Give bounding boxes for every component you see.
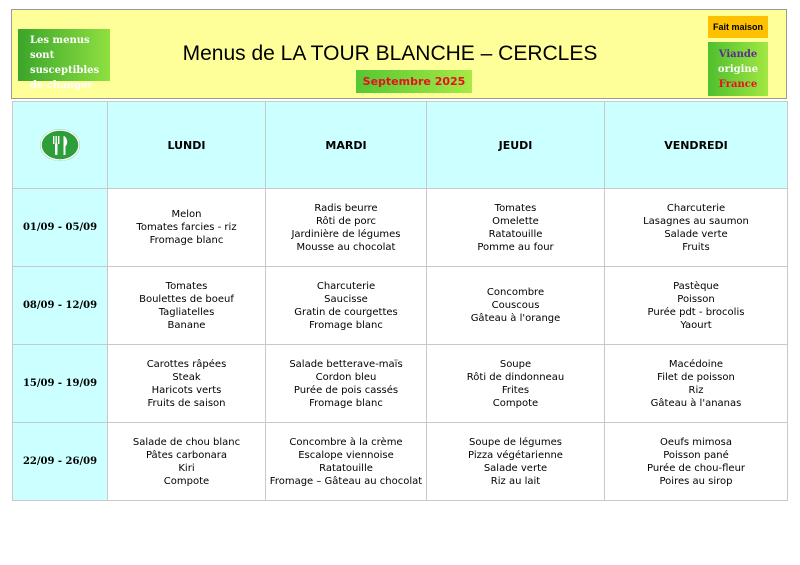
dish: Salade verte [664, 228, 728, 240]
week-label: 01/09 - 05/09 [13, 189, 108, 267]
table-row [13, 189, 788, 267]
dish: Yaourt [680, 319, 712, 331]
dish: Haricots verts [151, 384, 222, 396]
dish: Saucisse [324, 293, 368, 305]
note-line: de changer [30, 80, 93, 91]
meal-cell [108, 423, 266, 501]
france-label: France [718, 79, 758, 90]
dish: Pâtes carbonara [145, 449, 228, 461]
dish: Couscous [491, 300, 540, 311]
dish: Soupe [499, 358, 532, 370]
menu-change-note [18, 29, 110, 91]
origine-label: origine [717, 64, 759, 75]
meal-cell [108, 267, 266, 345]
table-header-row [13, 102, 788, 189]
dish: Radis beurre [314, 202, 378, 214]
day-header-vendredi: VENDREDI [605, 102, 788, 189]
meal-cell [605, 189, 788, 267]
dish: Fromage – Gâteau au chocolat [269, 475, 423, 487]
meal-cell [266, 345, 427, 423]
dish: Tagliatelles [158, 306, 215, 318]
meal-cell [605, 345, 788, 423]
dish: Compote [492, 397, 539, 409]
dish: Frites [501, 384, 530, 396]
meal-cell [605, 423, 788, 501]
dish: Fromage blanc [309, 319, 383, 331]
dish: Fromage blanc [309, 397, 383, 409]
dish: Charcuterie [316, 280, 376, 292]
dish: Tomates [494, 202, 537, 214]
dish: Tomates [165, 280, 208, 292]
meal-cell [108, 189, 266, 267]
dish: Gâteau à l'orange [470, 313, 561, 324]
dish: Macédoine [668, 358, 724, 370]
viande-origine-badge [708, 42, 768, 96]
meal-cell [108, 345, 266, 423]
menu-table [12, 101, 788, 501]
dish: Gratin de courgettes [294, 306, 398, 318]
dish: Jardinière de légumes [291, 228, 401, 240]
day-header-jeudi: JEUDI [427, 102, 605, 189]
dish: Melon [171, 209, 202, 220]
dish: Purée de pois cassés [293, 384, 399, 396]
dish: Lasagnes au saumon [643, 215, 749, 227]
table-row [13, 345, 788, 423]
dish: Soupe de légumes [469, 436, 562, 448]
dish: Ratatouille [488, 228, 543, 240]
day-header-lundi: LUNDI [108, 102, 266, 189]
dish: Ratatouille [319, 462, 373, 474]
logo-cell [13, 102, 108, 189]
dish: Oeufs mimosa [660, 436, 732, 448]
note-line: susceptibles [30, 65, 100, 76]
meal-cell [427, 345, 605, 423]
meal-cell [266, 189, 427, 267]
page-title: Menus de LA TOUR BLANCHE – CERCLES [182, 42, 598, 65]
dish: Carottes râpées [146, 358, 227, 370]
dish: Fruits [682, 241, 710, 253]
dish: Rôti de dindonneau [466, 371, 565, 383]
dish: Poisson [677, 293, 715, 305]
dish: Purée de chou-fleur [646, 462, 746, 474]
meal-cell [427, 189, 605, 267]
dish: Fruits de saison [147, 397, 226, 409]
dish: Kiri [178, 462, 195, 474]
meal-cell [427, 423, 605, 501]
day-header-mardi: MARDI [266, 102, 427, 189]
week-label: 22/09 - 26/09 [13, 423, 108, 501]
dish: Pizza végétarienne [468, 449, 563, 461]
dish: Filet de poisson [657, 371, 735, 383]
dish: Boulettes de boeuf [139, 293, 234, 305]
meal-cell [427, 267, 605, 345]
dish: Salade verte [483, 462, 548, 474]
meal-cell [266, 423, 427, 501]
dish: Steak [172, 371, 201, 383]
dish: Riz [688, 384, 704, 396]
dish: Poires au sirop [659, 475, 733, 487]
dish: Concombre [486, 287, 545, 298]
dish: Salade de chou blanc [132, 436, 241, 448]
dish: Concombre à la crème [289, 436, 403, 448]
meal-cell [266, 267, 427, 345]
dish: Salade betterave-maïs [289, 358, 403, 370]
dish: Pomme au four [477, 241, 554, 253]
dish: Poisson pané [663, 449, 729, 461]
dish: Gâteau à l'ananas [650, 397, 742, 409]
dish: Riz au lait [490, 475, 541, 487]
week-label: 15/09 - 19/09 [13, 345, 108, 423]
fait-maison-badge: Fait maison [708, 16, 768, 38]
dish: Banane [167, 319, 206, 331]
week-label: 08/09 - 12/09 [13, 267, 108, 345]
dish: Rôti de porc [315, 215, 377, 227]
dish: Pastèque [673, 280, 719, 292]
dish: Escalope viennoise [298, 449, 394, 461]
dish: Omelette [492, 215, 539, 227]
dish: Purée pdt - brocolis [647, 306, 745, 318]
dish: Compote [163, 475, 210, 487]
table-row [13, 423, 788, 501]
month-badge: Septembre 2025 [356, 70, 472, 93]
dish: Tomates farcies - riz [136, 222, 237, 233]
viande-label: Viande [718, 49, 758, 60]
fork-knife-icon [40, 129, 80, 161]
dish: Cordon bleu [315, 371, 377, 383]
table-row [13, 267, 788, 345]
dish: Fromage blanc [149, 235, 224, 246]
meal-cell [605, 267, 788, 345]
note-line: Les menus sont [30, 35, 90, 61]
dish: Charcuterie [666, 202, 726, 214]
dish: Mousse au chocolat [296, 241, 396, 253]
